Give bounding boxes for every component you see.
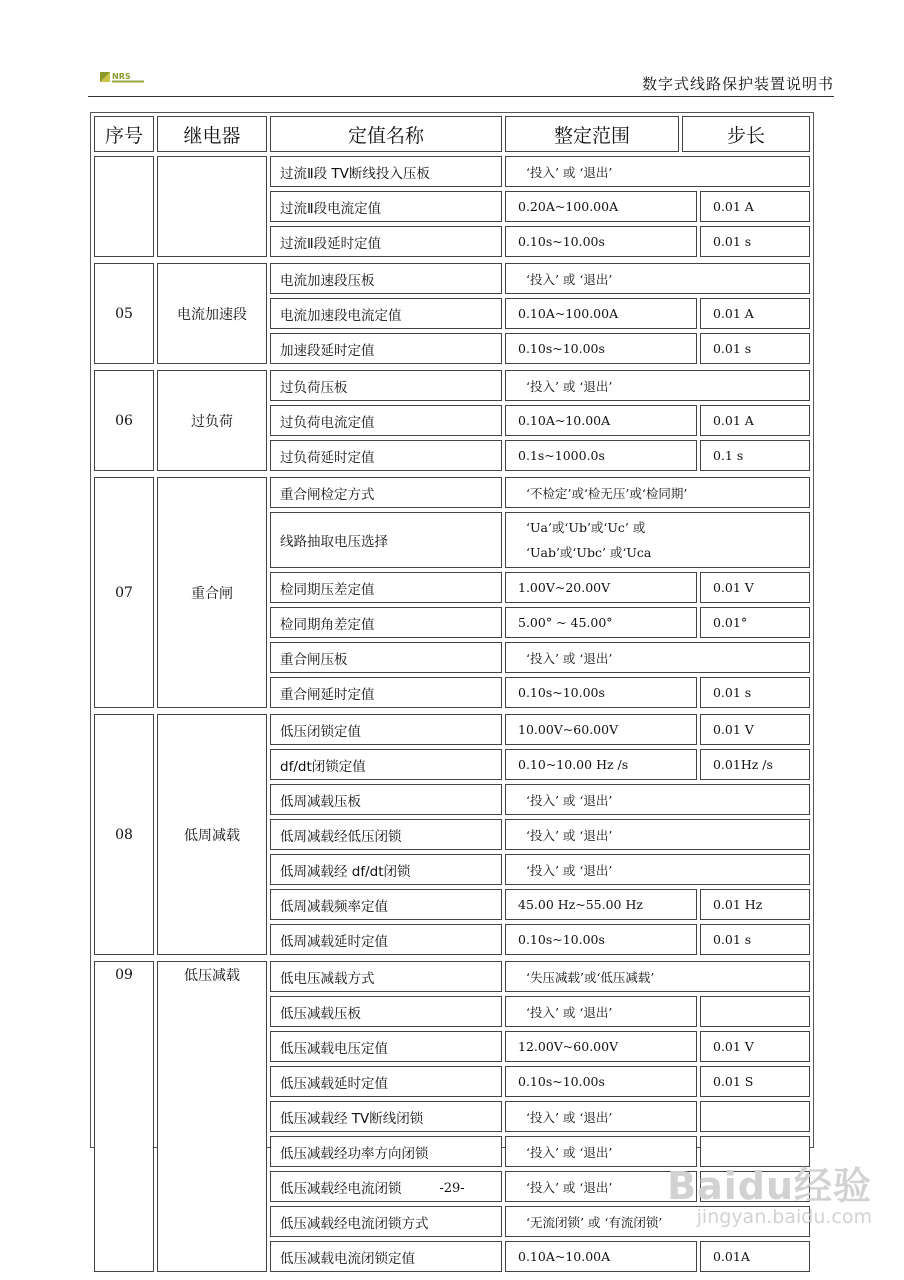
setting-name: 低压减载电流闭锁定值 <box>270 1241 502 1272</box>
setting-step: 0.1 s <box>700 440 810 471</box>
setting-range: 0.10A~10.00A <box>505 1241 697 1272</box>
setting-range: ‘不检定’或‘检无压’或‘检同期’ <box>505 477 810 508</box>
relay-cell <box>157 961 267 1272</box>
setting-step: 0.01 s <box>700 333 810 364</box>
setting-range: 0.10s~10.00s <box>505 333 697 364</box>
setting-name: 低周减载经低压闭锁 <box>270 819 502 850</box>
setting-name: 低压减载经 TV断线闭锁 <box>270 1101 502 1132</box>
setting-range: ‘投入’ 或 ‘退出’ <box>505 1101 697 1132</box>
col-header-step: 步长 <box>682 116 810 152</box>
svg-text:NRS: NRS <box>112 72 131 81</box>
setting-name: 低压减载经功率方向闭锁 <box>270 1136 502 1167</box>
setting-name: 低压闭锁定值 <box>270 714 502 745</box>
group-number: 06 <box>115 412 133 429</box>
setting-range: 0.10s~10.00s <box>505 226 697 257</box>
setting-step: 0.01 S <box>700 1066 810 1097</box>
relay-name: 过负荷 <box>191 413 233 430</box>
group-number: 09 <box>115 967 133 983</box>
group-number: 08 <box>115 826 133 843</box>
setting-range: ‘失压减载’或‘低压减载’ <box>505 961 810 992</box>
setting-name: 线路抽取电压选择 <box>270 512 502 568</box>
setting-name: 过负荷延时定值 <box>270 440 502 471</box>
setting-range: ‘投入’ 或 ‘退出’ <box>505 854 810 885</box>
setting-name: 低周减载延时定值 <box>270 924 502 955</box>
setting-step: 0.01 s <box>700 226 810 257</box>
watermark <box>667 1155 872 1228</box>
setting-range: 0.10A~100.00A <box>505 298 697 329</box>
setting-step: 0.01 s <box>700 677 810 708</box>
setting-range: ‘投入’ 或 ‘退出’ <box>505 784 810 815</box>
setting-range: ‘投入’ 或 ‘退出’ <box>505 156 810 187</box>
setting-range: ‘无流闭锁’ 或 ‘有流闭锁’ <box>505 1206 810 1237</box>
setting-range: 10.00V~60.00V <box>505 714 697 745</box>
setting-name: df/dt闭锁定值 <box>270 749 502 780</box>
setting-range: 45.00 Hz~55.00 Hz <box>505 889 697 920</box>
group-number: 05 <box>115 305 133 322</box>
setting-name: 过流Ⅱ段电流定值 <box>270 191 502 222</box>
setting-range: ‘投入’ 或 ‘退出’ <box>505 996 697 1027</box>
setting-name: 低压减载经电流闭锁方式 <box>270 1206 502 1237</box>
watermark-brand: Baidu经验 <box>667 1164 872 1208</box>
setting-range: 0.10A~10.00A <box>505 405 697 436</box>
setting-name: 过负荷电流定值 <box>270 405 502 436</box>
setting-range: ‘投入’ 或 ‘退出’ <box>505 819 810 850</box>
relay-name: 低压减载 <box>184 968 240 984</box>
setting-step: 0.01 V <box>700 1031 810 1062</box>
setting-step: 0.01 A <box>700 405 810 436</box>
setting-step: 0.01 s <box>700 924 810 955</box>
setting-step: 0.01Hz /s <box>700 749 810 780</box>
setting-step: 0.01 Hz <box>700 889 810 920</box>
setting-name: 低周减载频率定值 <box>270 889 502 920</box>
header-divider <box>88 96 834 97</box>
setting-name: 低周减载经 df/dt闭锁 <box>270 854 502 885</box>
setting-range: 1.00V~20.00V <box>505 572 697 603</box>
setting-range: 0.10~10.00 Hz /s <box>505 749 697 780</box>
seq-cell <box>94 961 154 1272</box>
setting-name: 过负荷压板 <box>270 370 502 401</box>
setting-step: 0.01 V <box>700 714 810 745</box>
setting-range: ‘投入’ 或 ‘退出’ <box>505 1136 697 1167</box>
relay-name: 重合闸 <box>191 585 233 602</box>
setting-name: 电流加速段压板 <box>270 263 502 294</box>
setting-range: 0.10s~10.00s <box>505 677 697 708</box>
group-number: 07 <box>115 584 133 601</box>
relay-cell <box>157 156 267 257</box>
col-header-range: 整定范围 <box>505 116 679 152</box>
setting-range: 12.00V~60.00V <box>505 1031 697 1062</box>
col-header-name: 定值名称 <box>270 116 502 152</box>
range-line-1: ‘Ua’或‘Ub’或‘Uc’ 或 <box>526 520 646 535</box>
setting-step: 0.01 A <box>700 298 810 329</box>
setting-name: 低压减载延时定值 <box>270 1066 502 1097</box>
setting-step <box>700 996 810 1027</box>
setting-name: 重合闸检定方式 <box>270 477 502 508</box>
setting-range: 0.20A~100.00A <box>505 191 697 222</box>
setting-range: ‘投入’ 或 ‘退出’ <box>505 1171 697 1202</box>
setting-step <box>700 1101 810 1132</box>
setting-name: 低压减载经电流闭锁 <box>270 1171 502 1202</box>
setting-name: 低压减载电压定值 <box>270 1031 502 1062</box>
setting-step: 0.01 A <box>700 191 810 222</box>
watermark-url: jingyan.baidu.com <box>696 1206 872 1228</box>
setting-name: 过流Ⅱ段延时定值 <box>270 226 502 257</box>
setting-step: 0.01A <box>700 1241 810 1272</box>
relay-name: 电流加速段 <box>177 306 247 323</box>
page-number: -29- <box>439 1181 465 1196</box>
setting-name: 检同期压差定值 <box>270 572 502 603</box>
setting-name: 低压减载压板 <box>270 996 502 1027</box>
document-title: 数字式线路保护装置说明书 <box>641 75 834 93</box>
col-header-relay: 继电器 <box>157 116 267 152</box>
setting-range <box>505 512 810 568</box>
setting-name: 重合闸延时定值 <box>270 677 502 708</box>
setting-range: ‘投入’ 或 ‘退出’ <box>505 370 810 401</box>
company-logo <box>100 70 146 84</box>
setting-range: ‘投入’ 或 ‘退出’ <box>505 642 810 673</box>
setting-name: 检同期角差定值 <box>270 607 502 638</box>
setting-range: 5.00° ~ 45.00° <box>505 607 697 638</box>
setting-name: 加速段延时定值 <box>270 333 502 364</box>
setting-name: 过流Ⅱ段 TV断线投入压板 <box>270 156 502 187</box>
setting-step: 0.01° <box>700 607 810 638</box>
setting-name: 低周减载压板 <box>270 784 502 815</box>
setting-range: 0.10s~10.00s <box>505 1066 697 1097</box>
range-line-2: ‘Uab’或‘Ubc’ 或‘Uca <box>526 545 652 560</box>
setting-name: 低电压减载方式 <box>270 961 502 992</box>
setting-range: 0.1s~1000.0s <box>505 440 697 471</box>
relay-name: 低周减载 <box>184 827 240 844</box>
setting-range: 0.10s~10.00s <box>505 924 697 955</box>
col-header-seq: 序号 <box>94 116 154 152</box>
setting-name: 电流加速段电流定值 <box>270 298 502 329</box>
setting-step: 0.01 V <box>700 572 810 603</box>
setting-name: 重合闸压板 <box>270 642 502 673</box>
seq-cell <box>94 156 154 257</box>
setting-range: ‘投入’ 或 ‘退出’ <box>505 263 810 294</box>
